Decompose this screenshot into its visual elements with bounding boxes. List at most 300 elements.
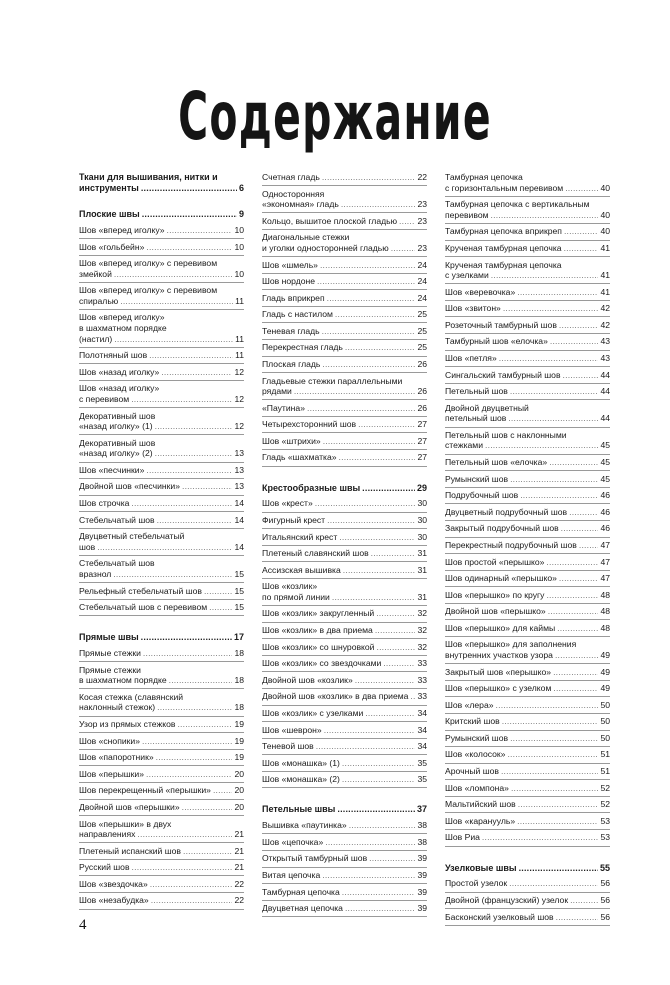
dot-leader xyxy=(555,650,599,661)
dot-leader xyxy=(518,799,599,810)
row-divider xyxy=(445,487,610,488)
toc-entry-text-line: Односторонняя xyxy=(262,188,325,199)
toc-entry-title: Сингальский тамбурный шов xyxy=(445,369,561,380)
toc-entry xyxy=(445,199,610,220)
toc-entry xyxy=(445,832,610,843)
dot-leader xyxy=(327,293,416,304)
toc-entry-page: 13 xyxy=(234,464,244,475)
toc-entry-title: Гладь с настилом xyxy=(262,309,333,320)
toc-entry-title: Плоские швы xyxy=(79,209,140,220)
toc-entry-page: 45 xyxy=(600,473,610,484)
toc-entry xyxy=(79,383,244,404)
toc-entry-title: Шов «незабудка» xyxy=(79,895,149,906)
dot-leader xyxy=(322,870,415,881)
toc-entry xyxy=(262,293,427,304)
toc-entry-text-line: Шов «вперед иголку» с перевивом xyxy=(79,285,218,296)
toc-entry-title: инструменты xyxy=(79,182,139,193)
dot-leader xyxy=(183,846,232,857)
toc-entry xyxy=(79,498,244,509)
row-divider xyxy=(262,671,427,672)
toc-entry-page: 25 xyxy=(417,309,427,320)
toc-entry xyxy=(79,819,244,840)
toc-entry-page: 10 xyxy=(234,268,244,279)
toc-entry-page: 46 xyxy=(600,506,610,517)
dot-leader xyxy=(376,642,415,653)
dot-leader xyxy=(349,820,416,831)
toc-entry-title: по прямой линии xyxy=(262,591,330,602)
row-divider xyxy=(262,705,427,706)
toc-entry-title: петельный шов xyxy=(445,413,507,424)
dot-leader xyxy=(332,592,416,603)
toc-entry xyxy=(262,903,427,914)
row-divider xyxy=(262,356,427,357)
toc-entry xyxy=(445,540,610,551)
toc-entry-title: перевивом xyxy=(445,209,489,220)
toc-entry-text-line: Косая стежка (славянский xyxy=(79,691,184,702)
dot-leader xyxy=(324,725,416,736)
dot-leader xyxy=(569,507,598,518)
toc-entry-page: 17 xyxy=(233,632,244,643)
toc-entry xyxy=(445,303,610,314)
toc-entry-title: спиралью xyxy=(79,295,119,306)
row-divider xyxy=(262,787,427,788)
toc-entry xyxy=(262,359,427,370)
toc-entry xyxy=(79,558,244,579)
dot-leader xyxy=(339,452,416,463)
toc-entry xyxy=(445,783,610,794)
dot-leader xyxy=(355,675,416,686)
toc-entry-text-line: Шов «перышки» в двух xyxy=(79,818,172,829)
page-title: Содержание xyxy=(178,78,492,155)
dot-leader xyxy=(137,829,232,840)
row-divider xyxy=(445,240,610,241)
dot-leader xyxy=(142,736,232,747)
toc-entry-title: Шов одинарный «перышко» xyxy=(445,573,557,584)
dot-leader xyxy=(157,702,232,713)
toc-entry xyxy=(262,774,427,785)
toc-entry-title: Тамбурная цепочка xyxy=(262,886,340,897)
toc-entry xyxy=(445,683,610,694)
dot-leader xyxy=(371,548,416,559)
toc-entry-title: Ассизская вышивка xyxy=(262,564,341,575)
toc-entry-text-line: Тамбурная цепочка с вертикальным xyxy=(445,199,590,210)
toc-entry-text-line: Двуцветный стебельчатый xyxy=(79,531,185,542)
toc-entry-page: 34 xyxy=(417,707,427,718)
toc-entry-page: 21 xyxy=(234,829,244,840)
toc-entry-title: с узелками xyxy=(445,270,489,281)
toc-entry-title: Перекрестный подрубочный шов xyxy=(445,539,577,550)
row-divider xyxy=(445,663,610,664)
row-divider xyxy=(79,462,244,463)
toc-entry-page: 38 xyxy=(417,820,427,831)
toc-entry-title: Шов простой «перышко» xyxy=(445,556,545,567)
toc-entry xyxy=(262,887,427,898)
toc-entry-page: 43 xyxy=(600,352,610,363)
toc-entry-page: 45 xyxy=(600,457,610,468)
dot-leader xyxy=(517,816,598,827)
dot-leader xyxy=(399,216,415,227)
toc-entry xyxy=(79,312,244,344)
toc-entry-page: 21 xyxy=(234,862,244,873)
toc-entry-page: 19 xyxy=(234,719,244,730)
row-divider xyxy=(79,582,244,583)
toc-entry-title: Басконский узелковый шов xyxy=(445,911,554,922)
toc-entry-page: 6 xyxy=(238,182,244,193)
toc-entry-page: 32 xyxy=(417,625,427,636)
row-divider xyxy=(445,300,610,301)
row-divider xyxy=(445,925,610,926)
row-divider xyxy=(445,366,610,367)
toc-entry xyxy=(262,675,427,686)
dot-leader xyxy=(339,532,415,543)
toc-entry-title: Закрытый шов «перышко» xyxy=(445,666,552,677)
dot-leader xyxy=(337,804,415,815)
row-divider xyxy=(262,322,427,323)
toc-entry-page: 23 xyxy=(417,242,427,253)
toc-entry-page: 46 xyxy=(600,523,610,534)
toc-entry-title: Гладь «шахматка» xyxy=(262,452,337,463)
toc-entry-page: 39 xyxy=(417,869,427,880)
row-divider xyxy=(262,833,427,834)
row-divider xyxy=(79,282,244,283)
row-divider xyxy=(262,867,427,868)
toc-entry-text-line: Декоративный шов xyxy=(79,437,156,448)
toc-entry-title: «назад иголку» (2) xyxy=(79,448,153,459)
toc-entry-title: Шов «каранууль» xyxy=(445,815,516,826)
dot-leader xyxy=(320,260,415,271)
row-divider xyxy=(445,680,610,681)
toc-entry-page: 40 xyxy=(600,209,610,220)
toc-entry-page: 27 xyxy=(417,419,427,430)
row-divider xyxy=(79,688,244,689)
dot-leader xyxy=(146,242,232,253)
toc-entry-title: Петельный шов «елочка» xyxy=(445,457,548,468)
toc-entry xyxy=(445,172,610,193)
toc-entry xyxy=(79,531,244,552)
dot-leader xyxy=(553,683,598,694)
toc-section-heading xyxy=(262,804,427,815)
row-divider xyxy=(262,273,427,274)
dot-leader xyxy=(549,457,598,468)
dot-leader xyxy=(146,769,232,780)
toc-entry-title: Счетная гладь xyxy=(262,172,320,182)
toc-entry xyxy=(262,691,427,702)
toc-entry xyxy=(262,548,427,559)
toc-entry-page: 13 xyxy=(234,481,244,492)
toc-entry-page: 19 xyxy=(234,735,244,746)
row-divider xyxy=(445,829,610,830)
toc-entry-title: Шов «назад иголку» xyxy=(79,366,160,377)
toc-entry-title: Узелковые швы xyxy=(445,862,517,873)
toc-entry xyxy=(79,862,244,873)
toc-entry-title: Тамбурный шов «елочка» xyxy=(445,336,548,347)
dot-leader xyxy=(376,608,415,619)
toc-entry-title: Шов «козлик» со звездочками xyxy=(262,658,382,669)
dot-leader xyxy=(557,623,598,634)
toc-entry-title: Закрытый подрубочный шов xyxy=(445,523,559,534)
toc-entry-page: 11 xyxy=(235,295,244,306)
toc-entry-page: 24 xyxy=(417,292,427,303)
dot-leader xyxy=(546,557,598,568)
toc-entry-page: 37 xyxy=(416,804,427,815)
toc-entry-title: с перевивом xyxy=(79,393,130,404)
row-divider xyxy=(262,399,427,400)
toc-entry-page: 33 xyxy=(417,658,427,669)
row-divider xyxy=(262,512,427,513)
row-divider xyxy=(445,196,610,197)
row-divider xyxy=(445,763,610,764)
toc-entry xyxy=(445,260,610,281)
toc-entry-title: Плетеный славянский шов xyxy=(262,548,369,559)
toc-entry-page: 33 xyxy=(417,691,427,702)
toc-entry-page: 24 xyxy=(417,276,427,287)
row-divider xyxy=(445,427,610,428)
toc-entry xyxy=(262,309,427,320)
toc-column-3 xyxy=(445,172,610,928)
dot-leader xyxy=(161,367,232,378)
row-divider xyxy=(262,688,427,689)
toc-entry-page: 11 xyxy=(235,350,244,361)
toc-entry xyxy=(262,376,427,397)
toc-entry-page: 27 xyxy=(417,435,427,446)
toc-entry xyxy=(79,648,244,659)
toc-entry-page: 23 xyxy=(417,215,427,226)
toc-entry xyxy=(79,438,244,459)
dot-leader xyxy=(150,879,233,890)
toc-entry xyxy=(262,342,427,353)
toc-entry xyxy=(79,719,244,730)
toc-entry-page: 15 xyxy=(234,568,244,579)
row-divider xyxy=(445,454,610,455)
toc-entry xyxy=(445,320,610,331)
dot-leader xyxy=(317,276,415,287)
toc-entry-title: Теневой шов xyxy=(262,741,314,752)
toc-entry-page: 49 xyxy=(600,683,610,694)
toc-entry-page: 25 xyxy=(417,325,427,336)
toc-entry xyxy=(262,565,427,576)
toc-entry xyxy=(445,386,610,397)
row-divider xyxy=(262,883,427,884)
toc-entry xyxy=(79,752,244,763)
dot-leader xyxy=(322,359,415,370)
toc-entry-page: 27 xyxy=(417,452,427,463)
toc-entry xyxy=(445,912,610,923)
toc-entry-text-line: Прямые стежки xyxy=(79,664,141,675)
dot-leader xyxy=(559,573,599,584)
dot-leader xyxy=(496,700,599,711)
toc-entry xyxy=(445,243,610,254)
toc-entry xyxy=(262,452,427,463)
toc-entry xyxy=(79,895,244,906)
toc-entry xyxy=(79,367,244,378)
toc-entry xyxy=(445,287,610,298)
row-divider xyxy=(445,537,610,538)
row-divider xyxy=(262,622,427,623)
toc-entry xyxy=(445,370,610,381)
toc-entry-title: стежками xyxy=(445,440,484,451)
dot-leader xyxy=(410,691,415,702)
toc-entry-title: Шов перекрещенный «перышки» xyxy=(79,785,211,796)
toc-entry-page: 34 xyxy=(417,741,427,752)
toc-entry-title: Теневая гладь xyxy=(262,325,320,336)
toc-entry-title: Плетеный испанский шов xyxy=(79,845,181,856)
toc-entry-title: Шов «снопики» xyxy=(79,735,141,746)
toc-entry xyxy=(445,895,610,906)
toc-entry-title: Четырехсторонний шов xyxy=(262,419,357,430)
row-divider xyxy=(445,746,610,747)
toc-entry xyxy=(445,573,610,584)
dot-leader xyxy=(182,481,232,492)
toc-entry-text-line: Декоративный шов xyxy=(79,410,156,421)
dot-leader xyxy=(294,386,416,397)
dot-leader xyxy=(322,326,416,337)
toc-entry-title: Шов «колосок» xyxy=(445,749,506,760)
toc-entry-page: 45 xyxy=(600,440,610,451)
row-divider xyxy=(445,316,610,317)
row-divider xyxy=(262,578,427,579)
row-divider xyxy=(79,528,244,529)
dot-leader xyxy=(323,436,416,447)
toc-entry xyxy=(445,606,610,617)
row-divider xyxy=(445,256,610,257)
row-divider xyxy=(262,754,427,755)
row-divider xyxy=(262,466,427,467)
row-divider xyxy=(79,478,244,479)
dot-leader xyxy=(375,625,416,636)
toc-entry xyxy=(262,708,427,719)
toc-entry-title: Вышивка «паутинка» xyxy=(262,820,347,831)
dot-leader xyxy=(342,758,416,769)
toc-entry xyxy=(445,507,610,518)
dot-leader xyxy=(345,342,416,353)
dot-leader xyxy=(369,853,415,864)
toc-entry-title: Итальянский крест xyxy=(262,531,338,542)
dot-leader xyxy=(316,741,416,752)
row-divider xyxy=(79,732,244,733)
toc-entry-text-line: Двойной двуцветный xyxy=(445,402,529,413)
toc-entry-page: 22 xyxy=(234,878,244,889)
toc-entry-title: Шов «монашка» (1) xyxy=(262,757,340,768)
dot-leader xyxy=(343,565,416,576)
row-divider xyxy=(445,892,610,893)
toc-entry-page: 20 xyxy=(234,801,244,812)
toc-entry-page: 51 xyxy=(600,766,610,777)
dot-leader xyxy=(97,542,232,553)
toc-entry-page: 49 xyxy=(600,650,610,661)
toc-entry xyxy=(445,457,610,468)
row-divider xyxy=(79,555,244,556)
dot-leader xyxy=(315,498,416,509)
dot-leader xyxy=(209,602,232,613)
toc-entry-title: «Паутина» xyxy=(262,402,305,413)
toc-entry-title: Шов «вперед иголку» xyxy=(79,224,165,235)
row-divider xyxy=(445,333,610,334)
row-divider xyxy=(79,782,244,783)
toc-entry-page: 22 xyxy=(234,895,244,906)
toc-entry-page: 18 xyxy=(234,648,244,659)
row-divider xyxy=(445,696,610,697)
row-divider xyxy=(445,730,610,731)
toc-entry-page: 49 xyxy=(600,666,610,677)
toc-entry xyxy=(445,700,610,711)
toc-entry-text-line: Диагональные стежки xyxy=(262,232,350,243)
row-divider xyxy=(262,372,427,373)
row-divider xyxy=(79,511,244,512)
dot-leader xyxy=(358,419,415,430)
toc-entry-page: 11 xyxy=(235,333,244,344)
toc-entry xyxy=(262,172,427,183)
toc-entry-title: Шов «козлик» со шнуровкой xyxy=(262,641,375,652)
toc-entry-title: Полотняный шов xyxy=(79,350,148,361)
toc-entry xyxy=(262,419,427,430)
dot-leader xyxy=(335,309,416,320)
row-divider xyxy=(79,615,244,616)
toc-entry xyxy=(262,436,427,447)
row-divider xyxy=(79,255,244,256)
dot-leader xyxy=(510,474,598,485)
dot-leader xyxy=(365,708,415,719)
dot-leader xyxy=(142,209,237,220)
toc-entry-title: Кольцо, вышитое плоской гладью xyxy=(262,215,398,226)
toc-entry-page: 15 xyxy=(234,585,244,596)
toc-entry-page: 41 xyxy=(600,270,610,281)
row-divider xyxy=(262,432,427,433)
dot-leader xyxy=(501,766,599,777)
row-divider xyxy=(79,238,244,239)
toc-entry-text-line: Тамбурная цепочка xyxy=(445,172,523,182)
toc-entry-page: 31 xyxy=(417,564,427,575)
dot-leader xyxy=(169,675,233,686)
row-divider xyxy=(79,599,244,600)
toc-entry-title: Мальтийский шов xyxy=(445,799,516,810)
toc-entry-page: 18 xyxy=(234,702,244,713)
toc-entry-title: Петельные швы xyxy=(262,804,336,815)
dot-leader xyxy=(570,895,598,906)
dot-leader xyxy=(141,183,237,194)
toc-entry-title: Шов нордоне xyxy=(262,276,316,287)
row-divider xyxy=(262,256,427,257)
toc-entry xyxy=(79,879,244,890)
dot-leader xyxy=(491,270,599,281)
toc-entry xyxy=(262,853,427,864)
toc-entry-title: Шов «крест» xyxy=(262,498,313,509)
dot-leader xyxy=(482,832,599,843)
toc-entry-page: 46 xyxy=(600,490,610,501)
toc-entry xyxy=(262,642,427,653)
toc-entry xyxy=(79,692,244,713)
dot-leader xyxy=(553,667,598,678)
dot-leader xyxy=(507,749,598,760)
toc-entry xyxy=(262,498,427,509)
toc-entry-title: Шов «перышко» для каймы xyxy=(445,622,556,633)
row-divider xyxy=(79,363,244,364)
toc-entry-title: в шахматном порядке xyxy=(79,675,167,686)
dot-leader xyxy=(114,334,233,345)
toc-entry-page: 14 xyxy=(234,498,244,509)
toc-entry-text-line: Шов «перышко» для заполнения xyxy=(445,639,577,650)
row-divider xyxy=(262,916,427,917)
toc-entry xyxy=(262,189,427,210)
toc-entry xyxy=(445,799,610,810)
toc-entry-title: Рельефный стебельчатый шов xyxy=(79,585,202,596)
row-divider xyxy=(79,859,244,860)
row-divider xyxy=(79,434,244,435)
toc-entry-page: 22 xyxy=(417,172,427,182)
toc-entry-page: 13 xyxy=(234,448,244,459)
toc-section-heading xyxy=(79,632,244,643)
toc-entry-page: 56 xyxy=(600,878,610,889)
toc-entry-page: 56 xyxy=(600,894,610,905)
